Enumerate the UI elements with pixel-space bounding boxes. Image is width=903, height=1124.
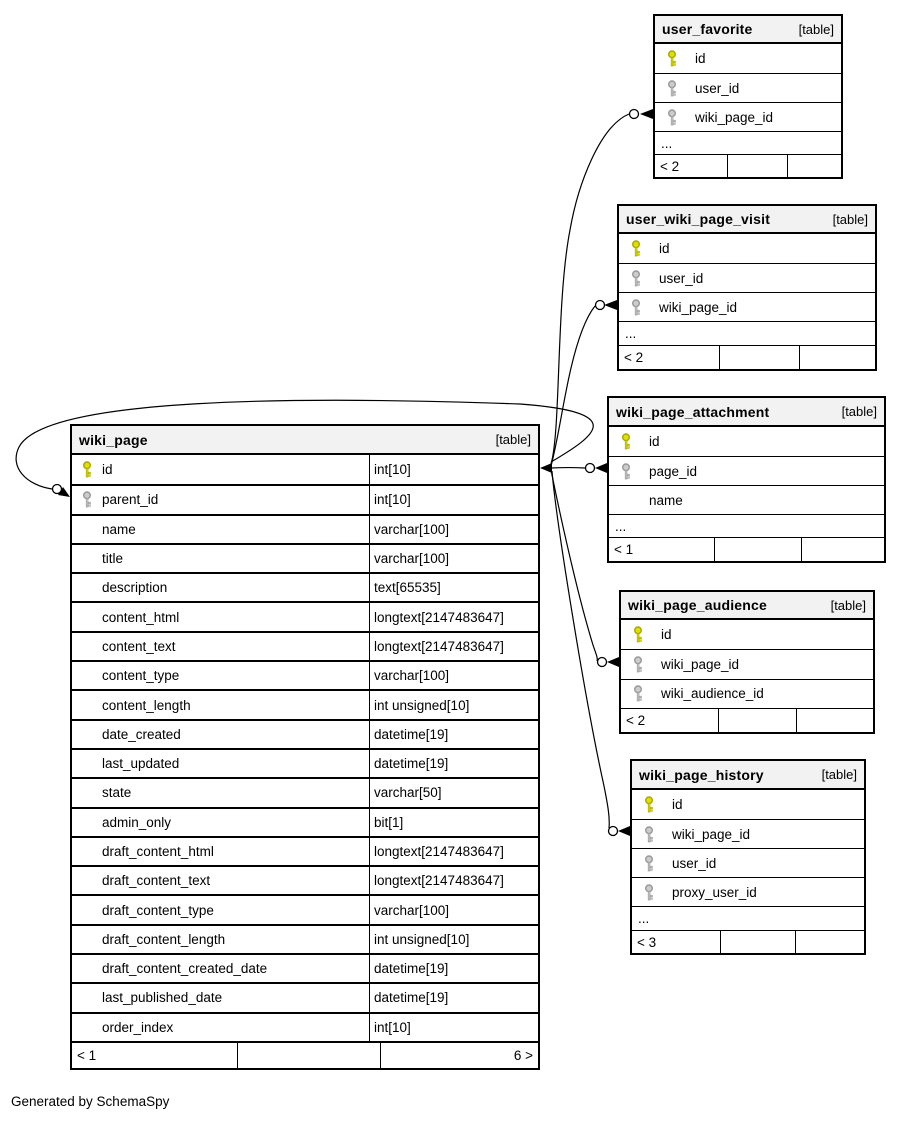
table-wiki_page bbox=[70, 424, 540, 1070]
column-type: datetime[19] bbox=[374, 726, 449, 742]
column-row-proxy_user_id bbox=[632, 877, 864, 906]
column-name: name bbox=[649, 492, 683, 508]
column-row-draft_content_length bbox=[72, 924, 538, 953]
primary-key-icon bbox=[631, 240, 642, 257]
foreign-key-cell bbox=[644, 884, 672, 901]
column-row-name bbox=[72, 514, 538, 543]
parents-count: < 1 bbox=[614, 542, 634, 557]
table-header-wiki_page[interactable] bbox=[72, 426, 538, 455]
column-row-state bbox=[72, 777, 538, 806]
column-type-cell bbox=[369, 779, 538, 806]
column-type: longtext[2147483647] bbox=[374, 873, 504, 889]
column-type-cell bbox=[369, 574, 538, 601]
relationship-arrowhead bbox=[540, 463, 552, 473]
column-row-user_id bbox=[655, 73, 841, 102]
column-type-cell bbox=[369, 516, 538, 543]
column-row-draft_content_created_date bbox=[72, 953, 538, 982]
column-name: id bbox=[649, 434, 660, 449]
foreign-key-cell bbox=[82, 491, 102, 508]
primary-key-cell bbox=[621, 433, 649, 450]
column-name: wiki_page_id bbox=[695, 109, 774, 125]
foreign-key-icon bbox=[644, 855, 655, 872]
column-row-user_id bbox=[619, 263, 875, 292]
column-row-wiki_page_id bbox=[621, 649, 873, 678]
column-type-cell bbox=[369, 955, 538, 982]
column-row-id bbox=[609, 427, 884, 456]
table-footer bbox=[619, 345, 875, 369]
column-row-content_text bbox=[72, 631, 538, 660]
table-tag: [table] bbox=[832, 211, 868, 227]
foreign-key-cell bbox=[667, 80, 695, 97]
column-name: order_index bbox=[102, 1019, 174, 1035]
foreign-key-icon bbox=[633, 685, 644, 702]
children-count bbox=[787, 155, 841, 177]
column-row-wiki_page_id bbox=[619, 292, 875, 321]
column-type: bit[1] bbox=[374, 814, 404, 830]
table-name[interactable]: wiki_page_attachment bbox=[616, 403, 770, 420]
column-name: content_text bbox=[102, 638, 176, 654]
children-count bbox=[799, 346, 875, 369]
column-row-page_id bbox=[609, 456, 884, 485]
primary-key-cell bbox=[644, 796, 672, 813]
table-tag: [table] bbox=[798, 21, 834, 37]
column-name: parent_id bbox=[102, 492, 159, 508]
column-name: state bbox=[102, 785, 132, 801]
column-type-cell bbox=[369, 486, 538, 513]
footer-spacer-cell bbox=[719, 346, 799, 369]
foreign-key-icon bbox=[631, 270, 642, 287]
primary-key-icon bbox=[667, 50, 678, 67]
column-type: datetime[19] bbox=[374, 990, 449, 1006]
table-tag: [table] bbox=[830, 597, 866, 613]
primary-key-cell bbox=[633, 626, 661, 643]
children-count bbox=[801, 538, 884, 561]
column-row-id bbox=[72, 455, 538, 484]
column-type: varchar[100] bbox=[374, 902, 450, 918]
table-name[interactable]: user_favorite bbox=[662, 21, 753, 37]
column-name: content_html bbox=[102, 609, 180, 625]
foreign-key-cell bbox=[644, 855, 672, 872]
column-row-date_created bbox=[72, 719, 538, 748]
primary-key-cell bbox=[631, 240, 659, 257]
column-name: user_id bbox=[659, 270, 704, 286]
relationship-endpoint-circle bbox=[609, 827, 618, 836]
column-type-cell bbox=[369, 1014, 538, 1041]
column-row-id bbox=[621, 620, 873, 649]
children-count: 6 > bbox=[380, 1043, 538, 1068]
table-tag: [table] bbox=[841, 404, 877, 419]
column-type: int unsigned[10] bbox=[374, 931, 470, 947]
column-type: varchar[100] bbox=[374, 668, 450, 684]
table-name[interactable]: wiki_page bbox=[79, 431, 148, 448]
column-name: id bbox=[659, 241, 670, 256]
footer-spacer-cell bbox=[727, 155, 787, 177]
column-row-user_id bbox=[632, 848, 864, 877]
more-columns-ellipsis: ... bbox=[619, 321, 875, 345]
foreign-key-icon bbox=[82, 491, 93, 508]
column-name: description bbox=[102, 580, 168, 596]
column-type-cell bbox=[369, 809, 538, 836]
column-row-id bbox=[655, 44, 841, 73]
parents-count: < 2 bbox=[624, 350, 644, 365]
foreign-key-cell bbox=[667, 109, 695, 126]
foreign-key-icon bbox=[631, 299, 642, 316]
column-type: int[10] bbox=[374, 492, 411, 508]
column-name: user_id bbox=[695, 80, 740, 96]
column-type: varchar[100] bbox=[374, 551, 450, 567]
footer-spacer-cell bbox=[237, 1043, 380, 1068]
column-type: datetime[19] bbox=[374, 756, 449, 772]
foreign-key-icon bbox=[644, 884, 655, 901]
column-row-draft_content_html bbox=[72, 836, 538, 865]
footer-spacer-cell bbox=[720, 931, 795, 953]
column-name: wiki_page_id bbox=[661, 656, 740, 672]
column-name: id bbox=[102, 462, 113, 478]
children-count bbox=[796, 709, 873, 732]
column-type: longtext[2147483647] bbox=[374, 638, 504, 654]
column-name: user_id bbox=[672, 855, 717, 871]
table-wiki_page_attachment bbox=[607, 396, 886, 563]
foreign-key-cell bbox=[633, 656, 661, 673]
column-name: content_length bbox=[102, 697, 191, 713]
column-row-content_html bbox=[72, 601, 538, 630]
relationship-endpoint-circle bbox=[53, 485, 62, 494]
relationship-arrowhead bbox=[618, 826, 630, 836]
relationship-endpoint-circle bbox=[596, 301, 605, 310]
table-wiki_page_audience bbox=[619, 590, 875, 734]
column-row-parent_id bbox=[72, 484, 538, 513]
table-footer bbox=[655, 154, 841, 177]
column-type-cell bbox=[369, 867, 538, 894]
table-user_favorite bbox=[653, 14, 843, 179]
column-row-draft_content_text bbox=[72, 865, 538, 894]
column-name: draft_content_created_date bbox=[102, 961, 268, 977]
column-name: draft_content_text bbox=[102, 873, 211, 889]
column-name: page_id bbox=[649, 463, 698, 479]
column-type-cell bbox=[369, 662, 538, 689]
column-name: wiki_page_id bbox=[672, 826, 751, 842]
column-type-cell bbox=[369, 633, 538, 660]
children-count bbox=[795, 931, 864, 953]
table-wiki_page_history bbox=[630, 759, 866, 955]
relationship-arrowhead bbox=[604, 300, 617, 310]
parents-count: < 3 bbox=[637, 934, 657, 950]
foreign-key-icon bbox=[644, 826, 655, 843]
column-type: int[10] bbox=[374, 1019, 411, 1035]
column-type: int[10] bbox=[374, 462, 411, 478]
parents-count: < 2 bbox=[660, 158, 680, 174]
foreign-key-cell bbox=[621, 463, 649, 480]
column-name: title bbox=[102, 551, 124, 567]
parents-count: < 1 bbox=[77, 1047, 97, 1063]
relationship-curve-wiki_page-wiki_page_history bbox=[552, 471, 609, 828]
column-name: draft_content_length bbox=[102, 931, 226, 947]
table-header-wiki_page_history[interactable] bbox=[632, 761, 864, 790]
primary-key-cell bbox=[82, 461, 102, 478]
parents-count: < 2 bbox=[626, 712, 646, 728]
primary-key-cell bbox=[667, 50, 695, 67]
column-type: longtext[2147483647] bbox=[374, 609, 504, 625]
more-columns-ellipsis: ... bbox=[655, 131, 841, 154]
relationship-arrowhead bbox=[607, 657, 619, 667]
primary-key-icon bbox=[644, 796, 655, 813]
column-name: draft_content_html bbox=[102, 844, 214, 859]
column-name: content_type bbox=[102, 668, 180, 684]
foreign-key-icon bbox=[633, 656, 644, 673]
column-name: name bbox=[102, 521, 136, 537]
relationship-curve-wiki_page-wiki_page_audience bbox=[551, 470, 597, 661]
column-row-last_updated bbox=[72, 748, 538, 777]
foreign-key-cell bbox=[631, 270, 659, 287]
table-tag: [table] bbox=[821, 767, 857, 782]
column-type-cell bbox=[369, 926, 538, 953]
table-footer bbox=[621, 708, 873, 732]
column-name: wiki_page_id bbox=[659, 299, 738, 315]
foreign-key-cell bbox=[631, 299, 659, 316]
column-name: admin_only bbox=[102, 814, 172, 830]
table-header-wiki_page_attachment[interactable] bbox=[609, 398, 884, 427]
relationship-endpoint-circle bbox=[586, 464, 595, 473]
column-name: last_updated bbox=[102, 756, 180, 772]
table-footer bbox=[632, 930, 864, 953]
column-name: id bbox=[661, 627, 672, 643]
foreign-key-cell bbox=[633, 685, 661, 702]
table-user_wiki_page_visit bbox=[617, 204, 877, 371]
column-name: last_published_date bbox=[102, 990, 223, 1006]
column-type: text[65535] bbox=[374, 580, 441, 596]
column-type-cell bbox=[369, 984, 538, 1011]
relationship-curve-wiki_page-user_wiki_page_visit bbox=[551, 306, 595, 466]
relationship-endpoint-circle bbox=[630, 110, 639, 119]
foreign-key-icon bbox=[621, 463, 632, 480]
foreign-key-cell bbox=[644, 826, 672, 843]
table-tag: [table] bbox=[495, 432, 531, 447]
column-row-name bbox=[609, 485, 884, 514]
table-header-user_favorite[interactable] bbox=[655, 16, 841, 44]
column-type: int unsigned[10] bbox=[374, 697, 470, 713]
footer-spacer-cell bbox=[714, 538, 801, 561]
column-name: id bbox=[672, 797, 683, 812]
column-type: datetime[19] bbox=[374, 961, 449, 977]
primary-key-icon bbox=[621, 433, 632, 450]
column-type-cell bbox=[369, 750, 538, 777]
column-row-wiki_page_id bbox=[632, 819, 864, 848]
column-row-description bbox=[72, 572, 538, 601]
table-name[interactable]: user_wiki_page_visit bbox=[626, 211, 771, 227]
column-name: wiki_audience_id bbox=[661, 686, 764, 702]
generator-credit: Generated by SchemaSpy bbox=[11, 1094, 170, 1109]
column-type-cell bbox=[369, 603, 538, 630]
column-type: varchar[50] bbox=[374, 785, 442, 801]
column-row-wiki_page_id bbox=[655, 102, 841, 131]
column-type-cell bbox=[369, 721, 538, 748]
column-row-last_published_date bbox=[72, 982, 538, 1011]
foreign-key-icon bbox=[667, 109, 678, 126]
table-header-wiki_page_audience[interactable] bbox=[621, 592, 873, 620]
column-type-cell bbox=[369, 838, 538, 865]
column-name: draft_content_type bbox=[102, 902, 214, 918]
column-row-id bbox=[632, 790, 864, 819]
column-row-admin_only bbox=[72, 807, 538, 836]
column-type: longtext[2147483647] bbox=[374, 844, 504, 859]
table-name[interactable]: wiki_page_history bbox=[639, 766, 764, 783]
table-footer bbox=[609, 537, 884, 561]
column-row-content_length bbox=[72, 689, 538, 718]
more-columns-ellipsis: ... bbox=[632, 906, 864, 930]
more-columns-ellipsis: ... bbox=[609, 514, 884, 537]
column-name: proxy_user_id bbox=[672, 884, 757, 900]
footer-spacer-cell bbox=[718, 709, 796, 732]
column-type-cell bbox=[369, 896, 538, 923]
primary-key-icon bbox=[633, 626, 644, 643]
relationship-arrowhead bbox=[640, 109, 653, 119]
column-row-wiki_audience_id bbox=[621, 679, 873, 708]
column-type-cell bbox=[369, 455, 538, 484]
primary-key-icon bbox=[82, 461, 93, 478]
column-row-id bbox=[619, 234, 875, 263]
relationship-endpoint-circle bbox=[598, 658, 607, 667]
column-row-content_type bbox=[72, 660, 538, 689]
foreign-key-icon bbox=[667, 80, 678, 97]
table-header-user_wiki_page_visit[interactable] bbox=[619, 206, 875, 234]
column-type-cell bbox=[369, 691, 538, 718]
column-name: date_created bbox=[102, 726, 181, 742]
column-type: varchar[100] bbox=[374, 521, 450, 537]
relationship-arrowhead bbox=[58, 487, 70, 497]
column-row-title bbox=[72, 543, 538, 572]
column-name: id bbox=[695, 51, 706, 66]
table-footer bbox=[72, 1041, 538, 1068]
column-type-cell bbox=[369, 545, 538, 572]
table-name[interactable]: wiki_page_audience bbox=[628, 597, 767, 613]
column-row-order_index bbox=[72, 1012, 538, 1041]
column-row-draft_content_type bbox=[72, 894, 538, 923]
relationship-arrowhead bbox=[595, 463, 607, 473]
